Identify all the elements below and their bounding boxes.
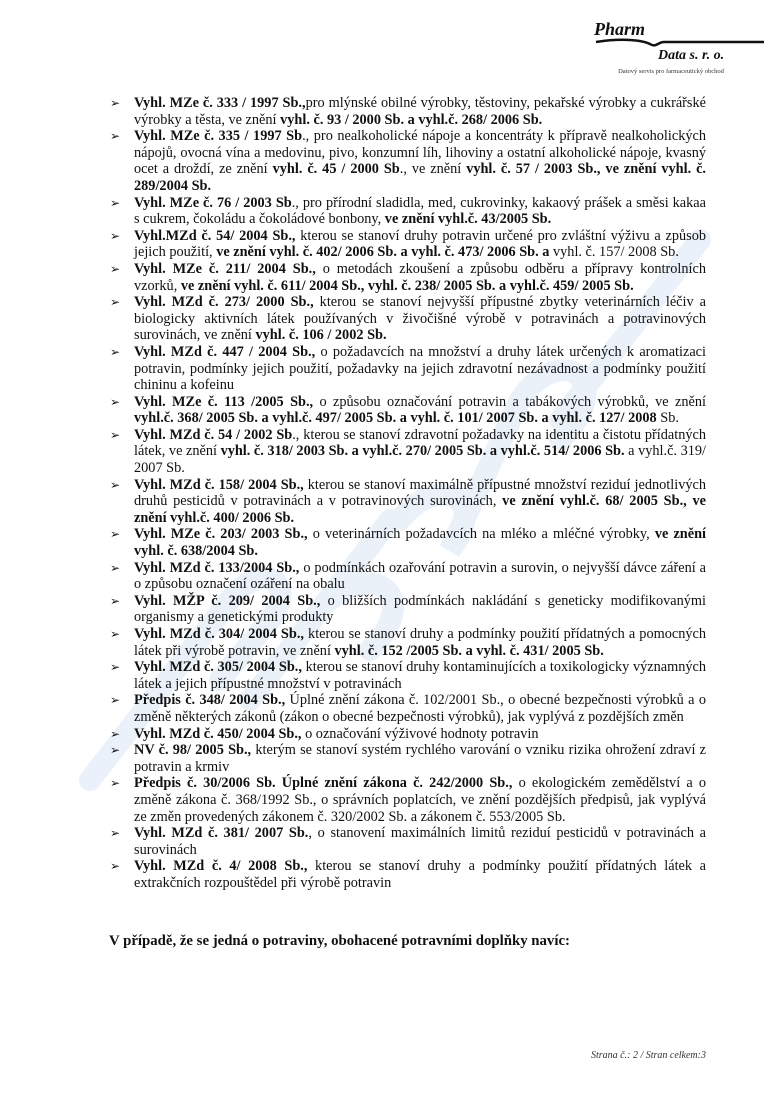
regulation-description: o podmínkách ozařování potravin a surovin, o nejvyšší dávce záření a o způsobu označení ozáření na obalu bbox=[134, 559, 706, 593]
arrow-bullet-icon: ➢ bbox=[110, 743, 121, 758]
arrow-bullet-icon: ➢ bbox=[110, 627, 121, 641]
regulation-reference: Předpis č. 30/2006 Sb. Úplné znění zákona č. 242/2000 Sb., bbox=[134, 775, 513, 792]
arrow-bullet-icon: ➢ bbox=[110, 228, 121, 243]
regulation-reference: vyhl. č. 45 / 2000 Sb bbox=[272, 161, 400, 178]
regulation-reference: vyhl. č. 152 /2005 Sb. a vyhl. č. 431/ 2005 Sb. bbox=[334, 642, 604, 659]
regulation-description: kterou se stanoví druhy kontaminujících a toxikologicky významných látek a jejich přípustné množství v potravinách bbox=[134, 659, 707, 692]
regulation-reference: vyhl. č. 318/ 2003 Sb. a vyhl.č. 270/ 2005 Sb. a vyhl.č. 514/ 2006 Sb. bbox=[220, 443, 625, 460]
regulation-description: kterou se stanoví druhy potravin určené pro zvláštní výživu a způsob jejich použití, bbox=[134, 227, 706, 261]
regulation-item bbox=[110, 394, 706, 427]
regulation-reference: Vyhl. MZd č. 450/ 2004 Sb., bbox=[134, 725, 302, 742]
regulation-reference: ve znění vyhl.č. 43/2005 Sb. bbox=[384, 211, 552, 228]
arrow-bullet-icon: ➢ bbox=[110, 129, 121, 144]
arrow-bullet-icon: ➢ bbox=[110, 527, 121, 542]
regulation-description: pro mlýnské obilné výrobky, těstoviny, pekařské výrobky a cukrářské výrobky a těsta, ve znění bbox=[134, 95, 706, 128]
regulation-item bbox=[110, 228, 706, 261]
regulation-description: kterou se stanoví maximálně přípustné množství reziduí jednotlivých druhů pesticidů v potravinách a v potravinových surovinách, bbox=[134, 476, 706, 510]
regulation-reference: Vyhl. MŽP č. 209/ 2004 Sb., bbox=[134, 592, 321, 609]
regulation-item bbox=[110, 775, 706, 825]
section-heading: V případě, že se jedná o potraviny, obohacené potravními doplňky navíc: bbox=[109, 932, 570, 949]
page-number: Strana č.: 2 / Stran celkem:3 bbox=[591, 1050, 706, 1061]
regulation-description: o veterinárních požadavcích na mléko a mléčné výrobky, bbox=[307, 526, 655, 543]
regulation-item bbox=[110, 692, 706, 725]
regulation-reference: Vyhl. MZe č. 335 / 1997 Sb bbox=[134, 128, 303, 145]
regulation-description: , o stanovení maximálních limitů reziduí pesticidů v potravinách a surovinách bbox=[134, 825, 706, 858]
regulation-reference: Vyhl. MZe č. 203/ 2003 Sb., bbox=[134, 526, 308, 543]
regulation-reference: Vyhl. MZd č. 158/ 2004 Sb., bbox=[134, 476, 304, 493]
regulation-reference: Vyhl. MZe č. 333 / 1997 Sb., bbox=[134, 95, 306, 111]
regulation-list bbox=[110, 95, 706, 892]
regulation-reference: vyhl. č. 106 / 2002 Sb. bbox=[255, 327, 387, 344]
arrow-bullet-icon: ➢ bbox=[110, 427, 121, 442]
regulation-reference: Vyhl. MZd č. 381/ 2007 Sb. bbox=[134, 825, 309, 842]
regulation-description: kterým se stanoví systém rychlého varování o vzniku rizika ohrožení zdraví z potravin a krmiv bbox=[134, 742, 706, 775]
arrow-bullet-icon: ➢ bbox=[110, 660, 121, 675]
regulation-item bbox=[110, 427, 706, 477]
regulation-item bbox=[110, 128, 706, 194]
regulation-reference: Vyhl. MZd č. 305/ 2004 Sb., bbox=[134, 659, 302, 676]
arrow-bullet-icon: ➢ bbox=[110, 477, 121, 492]
arrow-bullet-icon: ➢ bbox=[110, 96, 121, 110]
regulation-reference: ve znění vyhl. č. 611/ 2004 Sb., vyhl. č. 238/ 2005 Sb. a vyhl.č. 459/ 2005 Sb. bbox=[180, 277, 634, 294]
arrow-bullet-icon: ➢ bbox=[110, 776, 121, 791]
regulation-reference: vyhl.č. 368/ 2005 Sb. a vyhl.č. 497/ 2005 Sb. a vyhl. č. 101/ 2007 Sb. a vyhl. č. 127/ 2008 bbox=[134, 410, 657, 427]
regulation-description: vyhl. č. 157/ 2008 Sb. bbox=[549, 244, 679, 261]
regulation-reference: Vyhl. MZd č. 447 / 2004 Sb., bbox=[134, 343, 316, 360]
regulation-item bbox=[110, 294, 706, 344]
regulation-reference: Předpis č. 348/ 2004 Sb., bbox=[134, 692, 286, 709]
regulation-item bbox=[110, 526, 706, 559]
regulation-reference: ve znění vyhl.č. 68/ 2005 Sb., ve znění vyhl.č. 400/ 2006 Sb. bbox=[134, 493, 706, 526]
regulation-item bbox=[110, 593, 706, 626]
regulation-reference: Vyhl. MZd č. 273/ 2000 Sb., bbox=[134, 294, 314, 311]
arrow-bullet-icon: ➢ bbox=[110, 261, 121, 276]
regulation-description: o označování výživové hodnoty potravin bbox=[301, 725, 539, 742]
arrow-bullet-icon: ➢ bbox=[110, 394, 121, 409]
arrow-bullet-icon: ➢ bbox=[110, 726, 121, 741]
regulation-description: ., pro přírodní sladidla, med, cukrovinky, kakaový prášek a směsi kakaa s cukrem, čokoládu a čokoládové bonbony, bbox=[134, 194, 706, 228]
regulation-description: o ekologickém zemědělství a o změně zákona č. 368/1992 Sb., o správních poplatcích, ve znění pozdějších předpisů, jak vyplývá ze změn provedených zákonem č. 320/2002 Sb. a zákonem č. 553/2005 Sb. bbox=[134, 775, 707, 825]
regulation-description: ., kterou se stanoví zdravotní požadavky na identitu a čistotu přídatných látek, ve znění bbox=[134, 426, 706, 460]
regulation-reference: Vyhl. MZd č. 4/ 2008 Sb., bbox=[134, 858, 308, 875]
regulation-reference: Vyhl. MZd č. 54 / 2002 Sb bbox=[134, 426, 293, 443]
regulation-description: kterou se stanoví druhy a podmínky použití přídatných látek a extrakčních rozpouštědel při výrobě potravin bbox=[134, 858, 706, 891]
regulation-item bbox=[110, 659, 706, 692]
arrow-bullet-icon: ➢ bbox=[110, 693, 121, 708]
regulation-reference: ve znění vyhl. č. 402/ 2006 Sb. a vyhl. č. 473/ 2006 Sb. a bbox=[216, 244, 550, 261]
regulation-description: o požadavcích na množství a druhy látek určených k aromatizaci potravin, podmínky jejich použití, požadavky na jejich zdravotní nezávadnost a podmínky použití chininu a kofeinu bbox=[134, 343, 706, 394]
regulation-reference: Vyhl. MZe č. 211/ 2004 Sb., bbox=[134, 260, 316, 277]
regulation-reference: Vyhl. MZe č. 113 /2005 Sb., bbox=[134, 393, 314, 410]
svg-text:Data s. r. o.: Data s. r. o. bbox=[658, 48, 725, 63]
regulation-item bbox=[110, 344, 706, 394]
regulation-item bbox=[110, 858, 706, 891]
arrow-bullet-icon: ➢ bbox=[110, 826, 121, 841]
regulation-reference: Vyhl.MZd č. 54/ 2004 Sb., bbox=[134, 227, 296, 244]
arrow-bullet-icon: ➢ bbox=[110, 560, 121, 575]
regulation-reference: vyhl. č. 93 / 2000 Sb. a vyhl.č. 268/ 2006 Sb. bbox=[280, 111, 543, 128]
arrow-bullet-icon: ➢ bbox=[110, 593, 121, 608]
regulation-item bbox=[110, 560, 706, 593]
arrow-bullet-icon: ➢ bbox=[110, 344, 121, 359]
regulation-description: Úplné znění zákona č. 102/2001 Sb., o obecné bezpečnosti výrobků a o změně některých zákonů (zákon o obecné bezpečnosti výrobků), jak vyplývá z pozdějších změn bbox=[134, 692, 706, 725]
regulation-item bbox=[110, 626, 706, 659]
regulation-reference: ve znění vyhl. č. 638/2004 Sb. bbox=[134, 526, 707, 560]
regulation-item bbox=[110, 261, 706, 294]
regulation-description: o metodách zkoušení a způsobu odběru a přípravy kontrolních vzorků, bbox=[134, 260, 706, 294]
regulation-description: kterou se stanoví nejvyšší přípustné zbytky veterinárních léčiv a biologicky aktivních látek používaných v živočišné výrobě v potravinách a potravinových surovinách, ve znění bbox=[134, 294, 706, 344]
regulation-item bbox=[110, 195, 706, 228]
pharmdata-logo bbox=[592, 18, 772, 64]
regulation-description: ., pro nealkoholické nápoje a koncentráty k přípravě nealkoholických nápojů, ovocná vína a medovinu, pivo, konzumní líh, lihoviny a ostatní alkoholické nápoje, kvasný ocet a droždí, ze znění bbox=[134, 128, 706, 178]
regulation-reference: Vyhl. MZe č. 76 / 2003 Sb bbox=[134, 194, 292, 211]
regulation-description: o bližších podmínkách nakládání s geneticky modifikovanými organismy a genetickými produkty bbox=[134, 592, 706, 626]
regulation-item bbox=[110, 742, 706, 775]
regulation-item bbox=[110, 95, 706, 128]
regulation-reference: vyhl. č. 57 / 2003 Sb., ve znění vyhl. č. 289/2004 Sb. bbox=[134, 161, 707, 194]
logo-subtitle: Datový servis pro farmaceutický obchod bbox=[618, 68, 724, 75]
arrow-bullet-icon: ➢ bbox=[110, 859, 121, 874]
regulation-reference: NV č. 98/ 2005 Sb., bbox=[134, 742, 252, 759]
svg-text:Pharm: Pharm bbox=[594, 19, 646, 39]
regulation-description: Sb. bbox=[656, 410, 679, 427]
regulation-description: o způsobu označování potravin a tabákových výrobků, ve znění bbox=[313, 393, 706, 410]
regulation-description: ., ve znění bbox=[399, 161, 467, 178]
regulation-description: a vyhl.č. 319/ 2007 Sb. bbox=[134, 443, 706, 477]
regulation-item bbox=[110, 726, 706, 743]
arrow-bullet-icon: ➢ bbox=[110, 195, 121, 210]
document-body bbox=[110, 95, 706, 950]
regulation-description: kterou se stanoví druhy a podmínky použití přídatných a pomocných látek při výrobě potravin, ve znění bbox=[134, 626, 706, 659]
regulation-reference: Vyhl. MZd č. 304/ 2004 Sb., bbox=[134, 626, 304, 642]
regulation-reference: Vyhl. MZd č. 133/2004 Sb., bbox=[134, 559, 300, 576]
arrow-bullet-icon: ➢ bbox=[110, 295, 121, 310]
regulation-item bbox=[110, 477, 706, 527]
regulation-item bbox=[110, 825, 706, 858]
